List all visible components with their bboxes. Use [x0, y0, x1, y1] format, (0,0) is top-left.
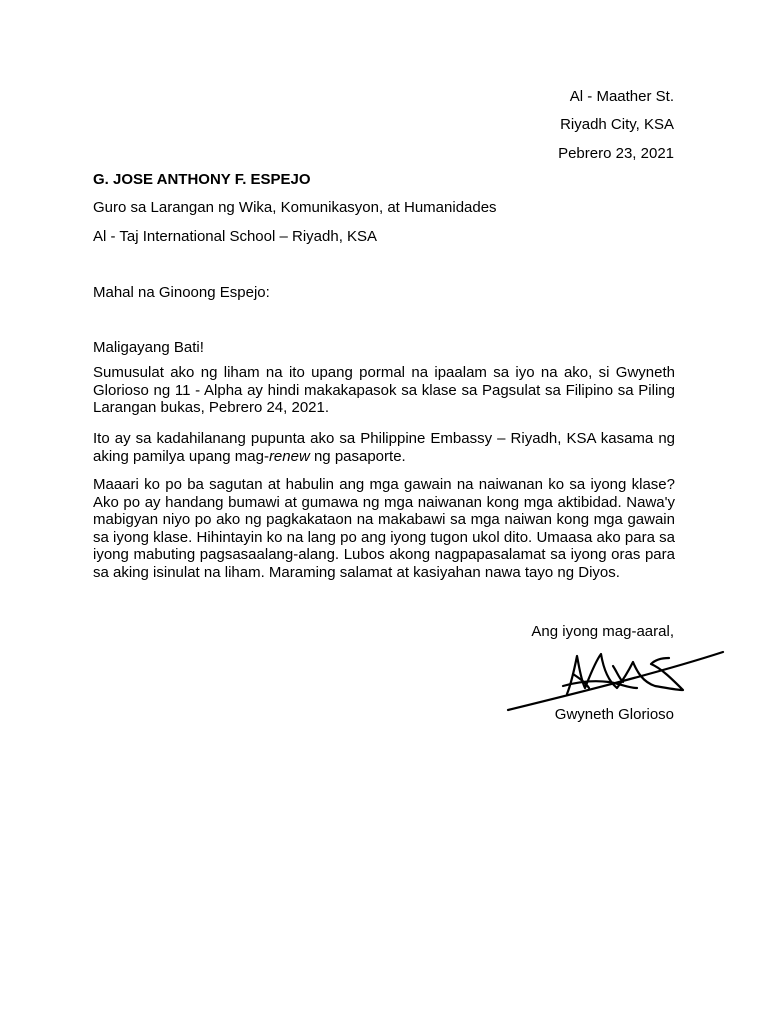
- emphasis-renew: renew: [268, 447, 310, 465]
- signatory-name: Gwyneth Glorioso: [554, 706, 674, 723]
- recipient-name: G. JOSE ANTHONY F. ESPEJO: [93, 171, 311, 188]
- sender-street: Al - Maather St.: [569, 88, 674, 105]
- recipient-position: Guro sa Larangan ng Wika, Komunikasyon, at Humanidades: [93, 199, 497, 216]
- sender-city: Riyadh City, KSA: [560, 116, 674, 133]
- body-paragraph-3: Maaari ko po ba sagutan at habulin ang mga gawain na naiwanan ko sa iyong klase? Ako po ay handang bumawi at gumawa ng mga naiwanan kong mga aktibidad. Nawa'y mabigyan niyo po ako ng pagkakataon na makabawi sa mga naiwan kong mga gawain sa iyong klase. Hihintayin ko na lang po ang iyong tugon ukol dito. Umaasa ako para sa iyong mabuting pagsasaalang-alang. Lubos akong nagpapasalamat sa iyong oras para sa aking isinulat na liham. Maraming salamat at kasiyahan nawa tayo ng Diyos.: [93, 476, 675, 581]
- letter-date: Pebrero 23, 2021: [558, 145, 674, 162]
- body-paragraph-1: Sumusulat ako ng liham na ito upang pormal na ipaalam sa iyo na ako, si Gwyneth Glorioso ng 11 - Alpha ay hindi makakapasok sa klase sa Pagsulat sa Filipino sa Piling Larangan bukas, Pebrero 24, 2021.: [93, 364, 675, 416]
- salutation: Mahal na Ginoong Espejo:: [93, 284, 270, 301]
- greeting: Maligayang Bati!: [93, 339, 204, 356]
- body-paragraph-2: Ito ay sa kadahilanang pupunta ako sa Philippine Embassy – Riyadh, KSA kasama ng aking pamilya upang mag-renew ng pasaporte.: [93, 430, 675, 465]
- closing: Ang iyong mag-aaral,: [531, 623, 674, 640]
- recipient-school: Al - Taj International School – Riyadh, KSA: [93, 228, 378, 245]
